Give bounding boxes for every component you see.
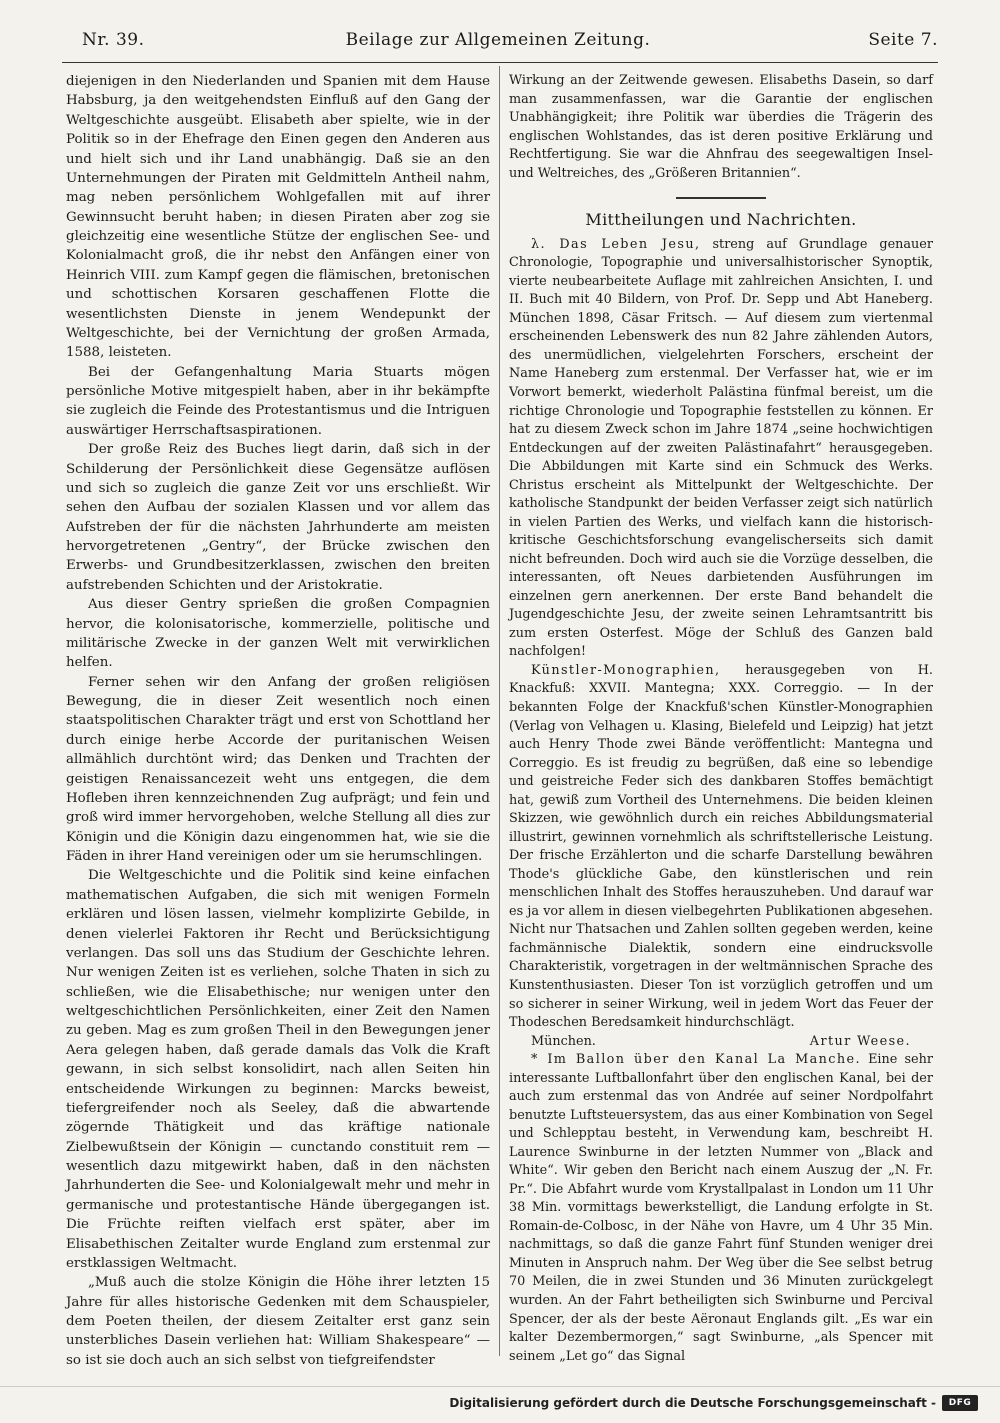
paragraph: Bei der Gefangenhaltung Maria Stuarts mögen persönliche Motive mitgespielt haben, aber in ihr bekämpfte sie zugleich die Feinde des Protestantismus und die Intriguen auswärtiger Herrschaftsaspirationen. bbox=[66, 364, 490, 438]
page-header bbox=[58, 26, 938, 56]
signature-place: München. bbox=[531, 1033, 596, 1049]
news-item-lead: Künstler-Monographien, bbox=[531, 662, 721, 678]
header-rule bbox=[62, 62, 938, 63]
paragraph: Der große Reiz des Buches liegt darin, daß sich in der Schilderung der Persönlichkeit diese Gegensätze auflösen und sich so zugleich die ganze Zeit vor uns erschließt. Wir sehen den Aufbau der sozialen Klassen und vor allem das Aufstreben der für die nächsten Jahrhunderte am meisten hervorgetretenen „Gentry“, der Brücke zwischen den Erwerbs- und Grundbesitzerklassen, zwischen den breiten aufstrebenden Schichten und der Aristokratie. bbox=[66, 442, 490, 593]
signature-author: Artur Weese. bbox=[809, 1033, 911, 1049]
paragraph: Ferner sehen wir den Anfang der großen religiösen Bewegung, die in dieser Zeit wesentlich noch einen staatspolitischen Charakter trägt und erst von Schottland her durch einige herbe Accorde der puritanischen Weisen allmählich durchtönt wird; das Denken und Trachten der geistigen Renaissancezeit weht uns entgegen, die dem Hofleben ihren kennzeichnenden Zug aufprägt; und fein und groß wird immer hervorgehoben, welche Stellung all dies zur Königin und die Königin dazu eingenommen hat, wie sie die Fäden in ihrer Hand vereinigen oder um sie herumschlingen. bbox=[66, 674, 490, 864]
paragraph: Die Weltgeschichte und die Politik sind keine einfachen mathematischen Aufgaben, die sich mit wenigen Formeln erklären und lösen lassen, vielmehr komplizirte Gebilde, in denen vielerlei Faktoren ihr Recht und Berücksichtigung verlangen. Das soll uns das Studium der Geschichte lehren. Nur wenigen Zeiten ist es verliehen, solche Thaten in sich zu schließen, wie die Elisabethische; nur wenigen unter den weltgeschichtlichen Persönlichkeiten, einer Zeit den Namen zu geben. Mag es zum großen Theil in den Bewegungen jener Aera gelegen haben, daß gerade damals das Volk die Kraft gewann, in sich selbst konsolidirt, nach allen Seiten hin entscheidende Wirkungen zu beginnen: Marcks beweist, tiefergreifender noch als Seeley, daß die abwartende zögernde Thätigkeit und das kräftige nationale Zielbewußtsein der Königin — cunctando constituit rem — wesentlich dazu mitgewirkt haben, daß in den nächsten Jahrhunderten die See- und Kolonialgewalt mehr und mehr in germanische und protestantische Hände übergegangen ist. Die Früchte reiften vielfach erst später, aber im Elisabethischen Zeitalter wurde England zum erstenmal zur erstklassigen Weltmacht. bbox=[66, 868, 490, 1271]
section-title: Mittheilungen und Nachrichten. bbox=[585, 210, 857, 230]
left-column bbox=[66, 72, 490, 1370]
news-item-lead: * Im Ballon über den Kanal La Manche. bbox=[531, 1052, 861, 1068]
issue-number: Nr. 39. bbox=[82, 30, 145, 50]
signature bbox=[509, 1033, 933, 1052]
news-item-text: Eine sehr interessante Luftballonfahrt über den englischen Kanal, bei der auch zum erstenmal das von Andrée auf seiner Nordpolfahrt benutzte Luftsteuersystem, das aus einer Kombination von Segel und Schlepptau besteht, in Verwendung kam, beschreibt H. Laurence Swinburne in der letzten Nummer von „Black and White“. Wir geben den Bericht nach einem Auszug der „N. Fr. Pr.“. Die Abfahrt wurde vom Krystallpalast in London um 11 Uhr 38 Min. vormittags bewerkstelligt, die Landung erfolgte in St. Romain-de-Colbosc, in der Nähe von Havre, um 4 Uhr 35 Min. nachmittags, so daß die ganze Fahrt fünf Stunden weniger drei Minuten in Anspruch nahm. Der Weg über die See selbst betrug 70 Meilen, die in zwei Stunden und 36 Minuten zurückgelegt wurden. An der Fahrt betheiligten sich Swinburne und Percival Spencer, der als der beste Aëronaut Englands gilt. „Es war ein kalter Dezembermorgen,“ sagt Swinburne, „als Spencer mit seinem „Let go“ das Signal bbox=[509, 1052, 933, 1364]
paragraph: Aus dieser Gentry sprießen die großen Compagnien hervor, die kolonisatorische, kommerzielle, politische und militärische Zwecke in der ganzen Welt mit verwirklichen helfen. bbox=[66, 597, 490, 671]
section-divider bbox=[676, 197, 766, 199]
news-item-text: streng auf Grundlage genauer Chronologie, Topographie und universalhistorischer Synoptik, vierte neubearbeitete Auflage mit zahlreichen Ansichten, I. und II. Buch mit 40 Bildern, von Prof. Dr. Sepp und Abt Haneberg. München 1898, Cäsar Fritsch. — Auf diesem zum viertenmal erscheinenden Lebenswerk des nun 82 Jahre zählenden Autors, des unermüdlichen, vielgelehrten Forschers, erscheint der Name Haneberg zum erstenmal. Der Verfasser hat, wie er im Vorwort bemerkt, wiederholt Palästina fünfmal bereist, um die richtige Chronologie und Topographie feststellen zu können. Er hat zu diesem Zweck schon im Jahre 1874 „seine hochwichtigen Entdeckungen auf der zweiten Palästinafahrt“ herausgegeben. Die Abbildungen mit Karte sind ein Schmuck des Werks. Christus erscheint als Mittelpunkt der Weltgeschichte. Der katholische Standpunkt der beiden Verfasser zeigt sich natürlich in vielen Partien des Werks, und vielfach kann die historisch-kritische Geschichtsforschung evangelischerseits sich damit nicht befreunden. Doch wird auch sie die Vorzüge desselben, die interessanten, oft Neues darbietenden Ausführungen im einzelnen gern anerkennen. Der erste Band behandelt die Jugendgeschichte Jesu, der zweite seinen Lehramtsantritt bis zum ersten Osterfest. Möge der Schluß des Ganzen bald nachfolgen! bbox=[509, 236, 933, 660]
news-item bbox=[509, 1051, 933, 1366]
paragraph: diejenigen in den Niederlanden und Spanien mit dem Hause Habsburg, ja den weitgehendsten Einfluß auf den Gang der Weltgeschichte ausgeübt. Elisabeth aber spielte, wie in der Politik so in der Ehefrage den Einen gegen den Anderen aus und hielt sich und ihr Land unabhängig. Daß sie an den Unternehmungen der Piraten mit Geldmitteln Antheil nahm, mag neben persönlichem Wohlgefallen mit auf ihrer Gewinnsucht beruht haben; in diesen Piraten aber zog sie gleichzeitig eine wesentliche Stütze der englischen See- und Kolonialmacht groß, die ihr nebst den Anfängen einer von Heinrich VIII. zum Kampf gegen die flämischen, bretonischen und schottischen Korsaren geschaffenen Flotte die wesentlichsten Dienste in jenem Wendepunkt der Weltgeschichte, bei der Vernichtung der großen Armada, 1588, leisteten. bbox=[66, 74, 490, 361]
news-item-text: herausgegeben von H. Knackfuß: XXVII. Mantegna; XXX. Correggio. — In der bekannten Folge der Knackfuß'schen Künstler-Monographien (Verlag von Velhagen u. Klasing, Bielefeld und Leipzig) hat jetzt auch Henry Thode zwei Bände veröffentlicht: Mantegna und Correggio. Es ist freudig zu begrüßen, daß eine so lebendige und geistreiche Feder sich des dankbaren Stoffes bemächtigt hat, gewiß zum Vortheil des Unternehmens. Die beiden kleinen Skizzen, wie gewöhnlich durch ein reiches Abbildungsmaterial illustrirt, gewinnen vornehmlich als schriftstellerische Leistung. Der frische Erzählerton und die scharfe Darstellung bewähren Thode's glückliche Gabe, den künstlerischen und rein menschlichen Inhalt des Stoffes herauszuheben. Und darauf war es ja vor allem in diesen vielbegehrten Publikationen abgesehen. Nicht nur Thatsachen und Zahlen sollten gegeben werden, keine fachmännische Dialektik, sondern eine eindrucksvolle Charakteristik, vorgetragen in der weltmännischen Sprache des Kunstenthusiasten. Dieser Ton ist vorzüglich getroffen und um so sicherer in seiner Wirkung, weil in jedem Wort das Feuer der Thodeschen Beredsamkeit hindurchschlägt. bbox=[509, 662, 933, 1031]
news-item bbox=[509, 236, 933, 662]
supplement-title: Beilage zur Allgemeinen Zeitung. bbox=[345, 30, 651, 50]
news-item-lead: λ. Das Leben Jesu, bbox=[531, 236, 701, 252]
news-item bbox=[509, 662, 933, 1033]
column-divider bbox=[499, 66, 500, 1356]
paragraph: Wirkung an der Zeitwende gewesen. Elisabeths Dasein, so darf man zusammenfassen, war die Garantie der englischen Unabhängigkeit; ihre Politik war überdies die Trägerin des englischen Wohlstandes, das ist deren positive Erklärung und Rechtfertigung. Sie war die Ahnfrau des seegewaltigen Insel- und Weltreiches, des „Größeren Britannien“. bbox=[509, 73, 933, 181]
dfg-logo-icon: DFG bbox=[942, 1395, 978, 1411]
footer-rule bbox=[0, 1386, 1000, 1387]
footer-text: Digitalisierung gefördert durch die Deutsche Forschungsgemeinschaft - bbox=[449, 1396, 936, 1410]
digitization-footer bbox=[449, 1392, 978, 1414]
right-column bbox=[509, 72, 933, 1366]
page-number: Seite 7. bbox=[868, 30, 938, 50]
paragraph: „Muß auch die stolze Königin die Höhe ihrer letzten 15 Jahre für alles historische Gedenken mit dem Schauspieler, dem Poeten theilen, der diesem Zeitalter erst ganz sein unsterbliches Dasein verliehen hat: William Shakespeare“ — so ist sie doch auch an sich selbst von tiefgreifendster bbox=[66, 1275, 490, 1368]
